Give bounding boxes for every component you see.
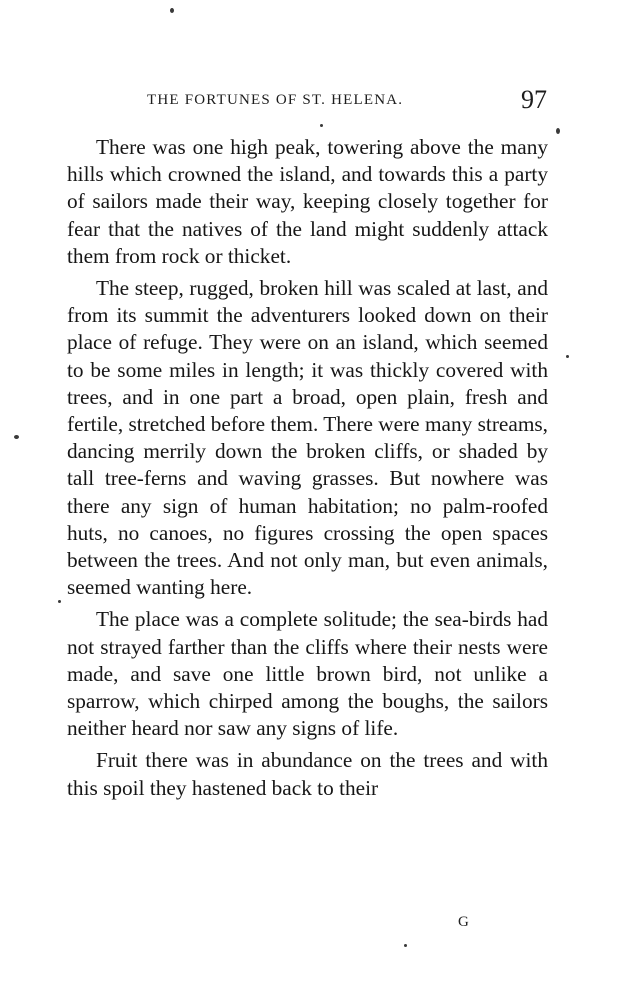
print-speck bbox=[58, 600, 61, 603]
page-number: 97 bbox=[521, 85, 547, 114]
running-head bbox=[147, 85, 547, 114]
print-speck bbox=[170, 8, 174, 13]
print-speck bbox=[566, 355, 569, 358]
print-speck bbox=[320, 124, 323, 127]
paragraph: The steep, rugged, broken hill was scaled at last, and from its summit the adventurers looked down on their place of refuge. They were on an island, which seemed to be some miles in length; it was thickly covered with trees, and in one part a broad, open plain, fresh and fertile, stretched before them. There were many streams, dancing merrily down the broken cliffs, or shaded by tall tree-ferns and waving grasses. But nowhere was there any sign of human habitation; no palm-roofed huts, no canoes, no figures crossing the open spaces between the trees. And not only man, but even animals, seemed wanting here. bbox=[67, 276, 548, 600]
paragraph: Fruit there was in abundance on the trees and with this spoil they hastened back to their bbox=[67, 748, 548, 800]
print-speck bbox=[556, 128, 560, 134]
print-speck bbox=[14, 435, 19, 439]
paragraph: The place was a complete solitude; the sea-birds had not strayed farther than the cliffs where their nests were made, and save one little brown bird, not unlike a sparrow, which chirped among the boughs, the sailors neither heard nor saw any signs of life. bbox=[67, 607, 548, 741]
print-speck bbox=[404, 944, 407, 947]
paragraph: There was one high peak, towering above the many hills which crowned the island, and towards this a party of sailors made their way, keeping closely together for fear that the natives of the land might suddenly attack them from rock or thicket. bbox=[67, 135, 548, 268]
signature-mark: G bbox=[458, 914, 469, 930]
body-text bbox=[67, 134, 548, 802]
running-title: THE FORTUNES OF ST. HELENA. bbox=[147, 92, 404, 108]
